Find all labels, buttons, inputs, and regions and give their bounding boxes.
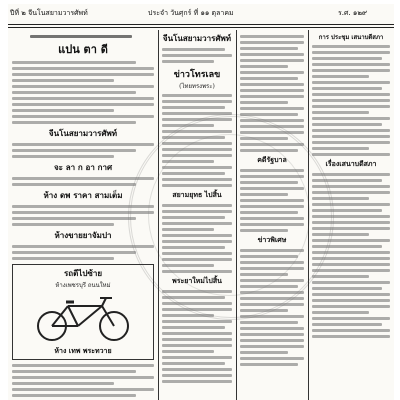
text-line — [162, 172, 225, 175]
text-line — [240, 211, 298, 214]
text-line — [240, 137, 288, 140]
text-line — [240, 315, 304, 318]
text-line — [12, 91, 136, 94]
section-3-title: พระยาใหม่ไปสิ้น — [172, 276, 222, 285]
text-line — [240, 89, 304, 92]
text-line — [240, 321, 298, 324]
text-line — [312, 197, 369, 200]
text-line — [162, 270, 232, 273]
text-line — [312, 251, 390, 254]
text-line — [240, 95, 304, 98]
text-line — [312, 93, 390, 96]
text-line — [162, 296, 225, 299]
text-line — [312, 221, 390, 224]
text-line — [240, 65, 288, 68]
text-line — [162, 216, 225, 219]
text-line — [162, 344, 232, 347]
text-line — [162, 106, 225, 109]
text-line — [240, 357, 304, 360]
text-line — [312, 111, 369, 114]
ad-title-4: ห้างขายยาจัมปา — [54, 230, 112, 240]
text-line — [312, 87, 382, 90]
text-line — [162, 356, 232, 359]
text-line — [312, 209, 382, 212]
text-line — [162, 160, 214, 163]
header-rule — [8, 24, 394, 25]
text-line — [240, 261, 304, 264]
text-line — [312, 323, 382, 326]
text-line — [240, 83, 304, 86]
text-line — [312, 287, 382, 290]
text-line — [12, 217, 136, 220]
text-line — [312, 281, 390, 284]
section-1-title-col3: คดีรัฐบาล — [257, 155, 287, 164]
nameplate: แปน ตา ดี — [58, 43, 108, 56]
text-line — [162, 258, 232, 261]
text-line — [312, 99, 390, 102]
text-line — [162, 100, 232, 103]
text-line — [162, 54, 232, 57]
text-line — [162, 94, 232, 97]
text-line — [162, 142, 232, 145]
text-line — [240, 101, 288, 104]
text-line — [162, 178, 232, 181]
text-line — [12, 149, 136, 152]
text-line — [312, 105, 390, 108]
bicycle-illustration — [28, 294, 138, 342]
text-line — [312, 69, 390, 72]
text-line — [312, 269, 390, 272]
text-line — [162, 380, 232, 383]
text-line — [312, 311, 369, 314]
text-line — [162, 130, 232, 133]
text-line — [12, 211, 154, 214]
text-line — [12, 79, 114, 82]
text-line — [12, 388, 154, 391]
text-line — [162, 222, 232, 225]
text-line — [162, 124, 214, 127]
text-line — [162, 264, 214, 267]
text-line — [12, 245, 154, 248]
text-line — [162, 252, 232, 255]
bicycle-shop-name: ห้าง เทพ พระทวาย — [54, 346, 112, 355]
text-line — [312, 239, 390, 242]
text-line — [240, 333, 304, 336]
bicycle-ad-title: รถตีไปซ้าย — [63, 268, 103, 278]
text-line — [240, 193, 288, 196]
text-line — [312, 185, 390, 188]
text-line — [240, 345, 304, 348]
text-line — [312, 329, 390, 332]
text-line — [240, 249, 304, 252]
column-divider-3 — [308, 30, 309, 400]
text-line — [12, 205, 154, 208]
text-line — [312, 173, 390, 176]
text-line — [240, 169, 304, 172]
text-line — [162, 362, 225, 365]
text-line — [162, 210, 232, 213]
column-4 — [310, 32, 392, 398]
header-left: ปีที่ ๒ จีนโนสยามวารศัพท์ — [10, 9, 88, 17]
text-line — [12, 376, 154, 379]
text-line — [12, 67, 154, 70]
text-line — [12, 382, 114, 385]
text-line — [312, 117, 390, 120]
text-line — [162, 302, 232, 305]
text-line — [312, 129, 390, 132]
text-line — [162, 234, 232, 237]
text-line — [240, 35, 304, 38]
text-line — [162, 290, 232, 293]
text-line — [12, 73, 154, 76]
text-line — [12, 251, 136, 254]
text-line — [162, 154, 232, 157]
page-header — [8, 8, 394, 22]
text-line — [162, 228, 214, 231]
text-line — [240, 131, 304, 134]
text-line — [162, 184, 232, 187]
text-line — [240, 143, 304, 146]
text-line — [240, 187, 304, 190]
headline-subtitle: (ไทยทรงพระ) — [179, 83, 215, 90]
text-line — [240, 107, 304, 110]
text-line — [162, 332, 232, 335]
ad-title-1: จีนโนสยามวารศัพท์ — [48, 128, 118, 138]
text-line — [312, 123, 382, 126]
text-line — [312, 245, 382, 248]
text-line — [312, 141, 390, 144]
headline: ข่าวโทรเลข — [173, 70, 221, 80]
text-line — [12, 103, 154, 106]
text-line — [312, 153, 390, 156]
text-line — [312, 263, 390, 266]
text-line — [12, 177, 154, 180]
column-divider-2 — [236, 30, 237, 400]
text-line — [240, 113, 298, 116]
text-line — [12, 97, 154, 100]
text-line — [240, 53, 304, 56]
text-line — [240, 309, 288, 312]
text-line — [162, 48, 225, 51]
text-line — [312, 233, 369, 236]
text-line — [312, 81, 390, 84]
text-line — [240, 47, 298, 50]
masthead: จีนโนสยามวารศัพท์ — [162, 33, 232, 43]
text-line — [30, 35, 132, 38]
text-line — [240, 273, 288, 276]
text-line — [312, 147, 369, 150]
text-line — [162, 326, 225, 329]
text-line — [312, 335, 390, 338]
text-line — [312, 299, 390, 302]
text-line — [240, 119, 304, 122]
text-line — [312, 51, 390, 54]
text-line — [12, 394, 136, 397]
text-line — [162, 240, 232, 243]
column-1 — [10, 32, 156, 398]
text-line — [240, 267, 304, 270]
text-line — [240, 217, 304, 220]
text-line — [312, 57, 382, 60]
text-line — [312, 317, 390, 320]
text-line — [240, 125, 304, 128]
text-line — [312, 191, 390, 194]
section-2-title-col3: ข่าวพิเศษ — [257, 235, 287, 244]
text-line — [162, 204, 232, 207]
bicycle-advertisement — [12, 264, 154, 360]
text-line — [162, 368, 232, 371]
header-middle: ประจำ วันศุกร์ ที่ ๑๑ ตุลาคม — [148, 9, 234, 17]
text-line — [312, 75, 369, 78]
bicycle-ad-subtitle: ห้างเพชรบุรี ถนนใหม่ — [55, 282, 111, 289]
text-line — [12, 143, 154, 146]
section-1-title-col4: เรื่องเสนาบดีสภา — [325, 159, 377, 168]
text-line — [312, 179, 382, 182]
section-top-title-col4: การ ประชุม เสนาบดีสภา — [318, 34, 384, 41]
text-line — [240, 327, 304, 330]
text-line — [162, 112, 232, 115]
text-line — [240, 175, 304, 178]
text-line — [12, 370, 136, 373]
text-line — [240, 339, 304, 342]
text-line — [240, 77, 298, 80]
text-line — [240, 297, 304, 300]
text-line — [12, 85, 154, 88]
text-line — [312, 257, 390, 260]
section-2-title: สยามยุทธ ไปสิ้น — [172, 190, 222, 199]
text-line — [12, 115, 154, 118]
text-line — [312, 45, 390, 48]
text-line — [162, 350, 214, 353]
text-line — [240, 181, 298, 184]
text-line — [240, 59, 304, 62]
text-line — [162, 118, 232, 121]
text-line — [162, 166, 232, 169]
text-line — [162, 320, 232, 323]
text-line — [12, 109, 114, 112]
text-line — [162, 308, 232, 311]
text-line — [312, 305, 390, 308]
text-line — [240, 285, 298, 288]
text-line — [162, 246, 225, 249]
text-line — [240, 303, 304, 306]
text-line — [240, 41, 304, 44]
text-line — [240, 291, 304, 294]
column-3 — [238, 32, 306, 398]
text-line — [12, 183, 136, 186]
text-line — [312, 227, 390, 230]
column-divider-1 — [158, 30, 159, 400]
text-line — [12, 223, 114, 226]
header-rule-2 — [8, 27, 394, 28]
text-line — [162, 148, 232, 151]
text-line — [240, 149, 298, 152]
text-line — [12, 257, 114, 260]
text-line — [12, 155, 114, 158]
text-line — [240, 229, 288, 232]
text-line — [162, 338, 232, 341]
text-line — [312, 275, 369, 278]
text-line — [240, 199, 304, 202]
text-line — [240, 205, 304, 208]
text-line — [312, 293, 390, 296]
text-line — [240, 351, 288, 354]
text-line — [240, 71, 304, 74]
text-line — [12, 364, 154, 367]
text-line — [162, 136, 225, 139]
text-line — [312, 63, 390, 66]
text-line — [162, 60, 214, 63]
text-line — [312, 203, 390, 206]
text-line — [240, 223, 304, 226]
text-line — [240, 363, 298, 366]
text-line — [312, 215, 390, 218]
text-line — [240, 279, 304, 282]
text-line — [162, 374, 232, 377]
ad-title-3: ห้าง ดพ ราคา สามเต็ม — [43, 190, 123, 200]
text-line — [162, 314, 214, 317]
ad-title-2: จะ ลา ก อา กาศ — [53, 162, 113, 172]
text-line — [12, 61, 136, 64]
text-line — [12, 121, 136, 124]
header-right: ร.ศ. ๑๒๙ — [338, 9, 368, 17]
column-2 — [160, 32, 234, 398]
text-line — [240, 255, 298, 258]
newspaper-page — [8, 4, 394, 400]
text-line — [312, 135, 390, 138]
